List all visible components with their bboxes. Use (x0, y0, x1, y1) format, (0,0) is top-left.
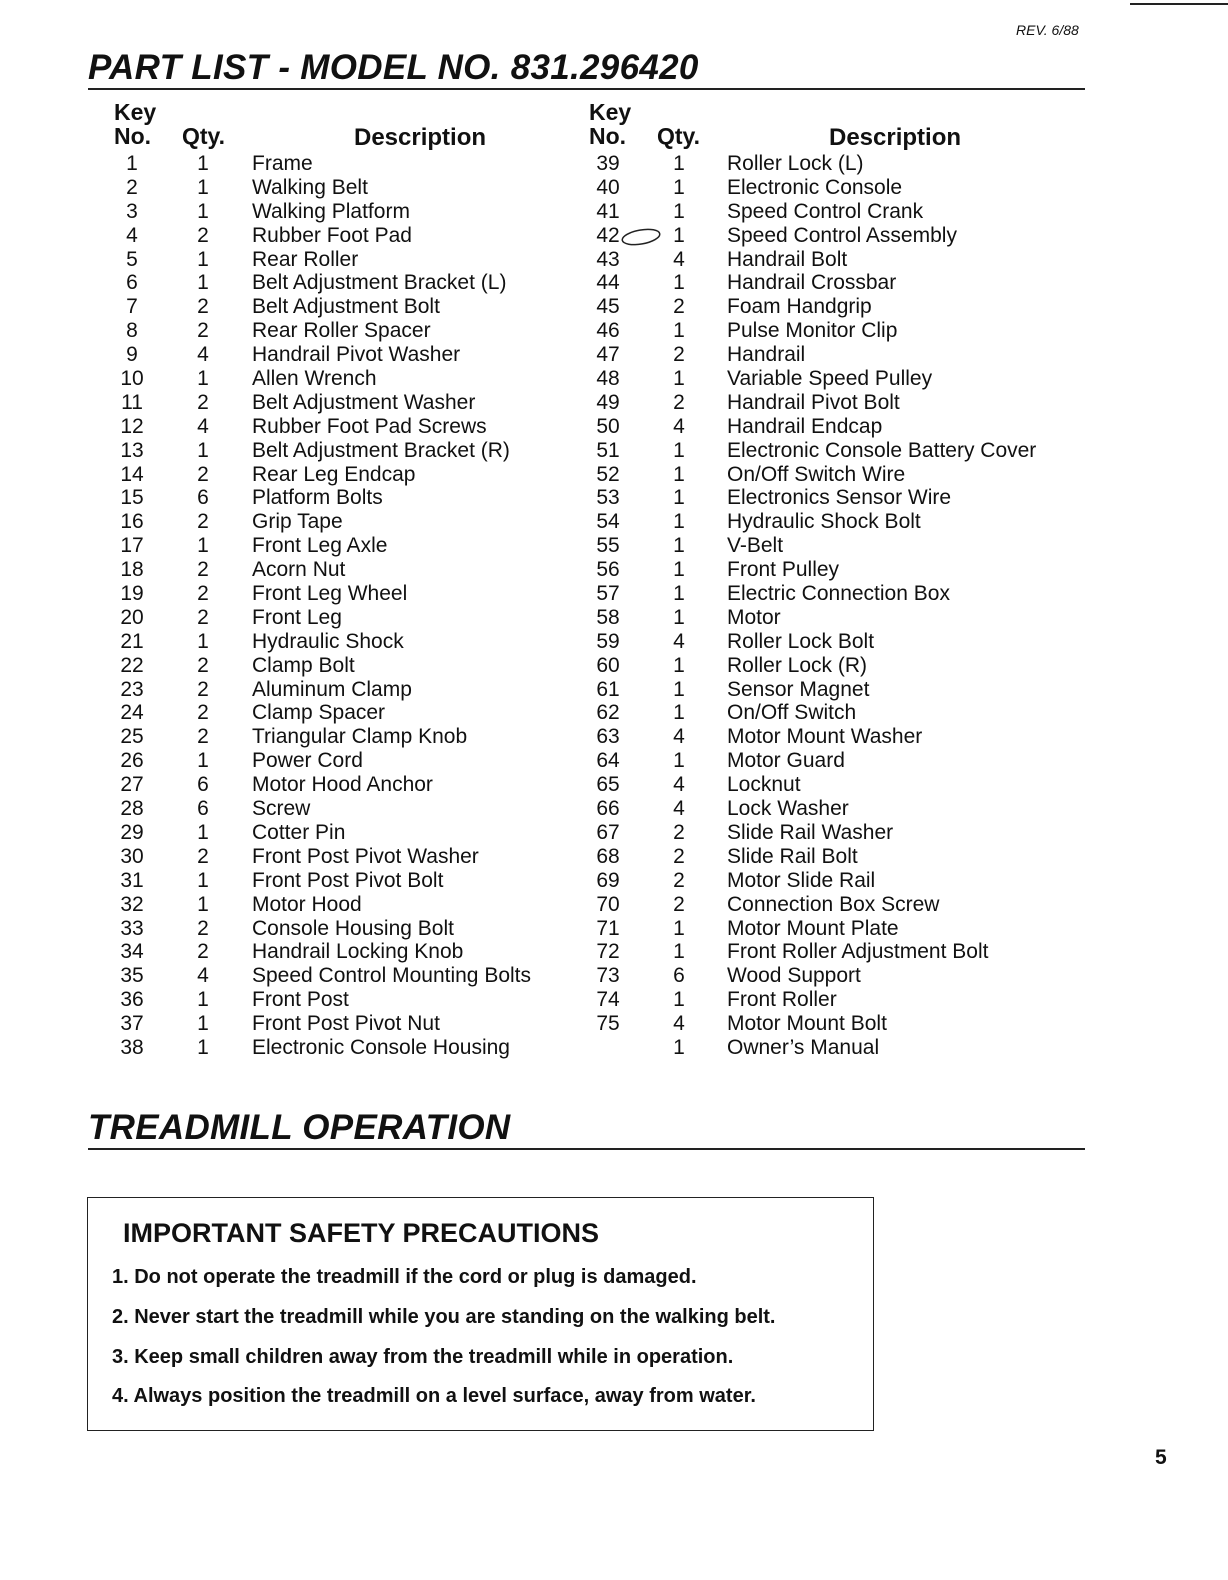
part-quantity: 1 (673, 701, 685, 725)
part-quantity: 2 (197, 582, 209, 606)
part-key-number: 75 (596, 1012, 620, 1036)
part-description: Roller Lock (R) (727, 653, 868, 677)
part-quantity: 1 (197, 892, 209, 916)
part-description: Motor Hood Anchor (252, 773, 433, 797)
part-quantity: 1 (673, 582, 685, 606)
part-description: Foam Handgrip (727, 295, 872, 319)
part-key-number: 45 (596, 295, 620, 319)
part-description: Power Cord (252, 749, 363, 773)
part-quantity: 2 (673, 390, 685, 414)
part-quantity: 2 (197, 653, 209, 677)
left-key-header-line1: Key (114, 99, 157, 125)
part-key-number: 32 (120, 892, 144, 916)
part-key-number: 48 (596, 367, 620, 391)
safety-box-title: IMPORTANT SAFETY PRECAUTIONS (123, 1218, 600, 1248)
part-description: Belt Adjustment Washer (252, 390, 476, 414)
part-key-number: 20 (120, 605, 144, 629)
part-quantity: 1 (673, 1035, 685, 1059)
part-description: Handrail Endcap (727, 414, 883, 438)
part-description: Motor (727, 605, 781, 629)
part-quantity: 6 (197, 773, 209, 797)
part-quantity: 6 (197, 486, 209, 510)
part-key-number: 15 (120, 486, 144, 510)
part-quantity: 6 (673, 964, 685, 988)
part-key-number: 49 (596, 390, 620, 414)
part-key-number: 18 (120, 558, 144, 582)
part-key-number: 70 (596, 892, 620, 916)
part-quantity: 1 (197, 534, 209, 558)
safety-rule-1: 1. Do not operate the treadmill if the cord or plug is damaged. (112, 1266, 697, 1288)
part-description: Slide Rail Bolt (727, 844, 858, 868)
part-description: Handrail (727, 343, 806, 367)
part-quantity: 4 (673, 1012, 685, 1036)
part-key-number: 21 (120, 629, 144, 653)
part-description: Electric Connection Box (727, 582, 950, 606)
part-quantity: 2 (197, 295, 209, 319)
part-key-number: 14 (120, 462, 144, 486)
part-description: Variable Speed Pulley (727, 367, 933, 391)
part-quantity: 1 (197, 749, 209, 773)
part-description: Hydraulic Shock (252, 629, 404, 653)
part-description: Front Post (252, 988, 349, 1012)
parts-list-title-rule (88, 88, 1085, 90)
part-description: Rear Roller (252, 247, 359, 271)
part-description: Motor Guard (727, 749, 845, 773)
part-quantity: 1 (673, 988, 685, 1012)
part-quantity: 1 (673, 271, 685, 295)
part-description: Electronic Console Battery Cover (727, 438, 1037, 462)
part-description: Speed Control Assembly (727, 223, 957, 247)
part-quantity: 2 (673, 892, 685, 916)
part-key-number: 25 (120, 725, 144, 749)
part-key-number: 60 (596, 653, 620, 677)
part-quantity: 1 (673, 367, 685, 391)
part-key-number: 13 (120, 438, 144, 462)
part-description: On/Off Switch (727, 701, 857, 725)
part-description: Pulse Monitor Clip (727, 319, 898, 343)
part-key-number: 19 (120, 582, 144, 606)
part-description: Triangular Clamp Knob (252, 725, 468, 749)
part-description: On/Off Switch Wire (727, 462, 906, 486)
part-key-number: 26 (120, 749, 144, 773)
part-key-number: 17 (120, 534, 144, 558)
operation-title: TREADMILL OPERATION (88, 1108, 511, 1147)
part-key-number: 65 (596, 773, 620, 797)
part-quantity: 4 (673, 725, 685, 749)
part-quantity: 2 (197, 605, 209, 629)
safety-precautions-box (87, 1197, 874, 1431)
part-key-number: 73 (596, 964, 620, 988)
part-description: Acorn Nut (252, 558, 346, 582)
part-quantity: 2 (197, 390, 209, 414)
part-quantity: 1 (673, 486, 685, 510)
part-quantity: 1 (673, 677, 685, 701)
part-quantity: 1 (197, 438, 209, 462)
part-description: Screw (252, 797, 311, 821)
part-key-number: 42 (596, 223, 620, 247)
right-key-header-line1: Key (589, 99, 632, 125)
part-key-number: 27 (120, 773, 144, 797)
part-description: Roller Lock (L) (727, 152, 864, 175)
part-description: Locknut (727, 773, 801, 797)
part-description: Front Post Pivot Bolt (252, 868, 444, 892)
part-key-number: 67 (596, 820, 620, 844)
part-key-number: 11 (121, 390, 143, 414)
part-description: Cotter Pin (252, 820, 346, 844)
part-description: Slide Rail Washer (727, 820, 894, 844)
part-quantity: 4 (673, 414, 685, 438)
top-edge-rule (1130, 3, 1228, 5)
part-key-number: 3 (126, 199, 138, 223)
part-description: Handrail Bolt (727, 247, 848, 271)
safety-rule-4: 4. Always position the treadmill on a level surface, away from water. (112, 1385, 756, 1407)
part-key-number: 58 (596, 605, 620, 629)
part-description: Roller Lock Bolt (727, 629, 875, 653)
part-key-number: 8 (126, 319, 138, 343)
part-key-number: 33 (120, 916, 144, 940)
part-key-number: 16 (120, 510, 144, 534)
operation-title-rule (88, 1148, 1085, 1150)
part-key-number: 23 (120, 677, 144, 701)
part-quantity: 1 (197, 247, 209, 271)
part-key-number: 7 (126, 295, 138, 319)
part-quantity: 2 (673, 820, 685, 844)
part-description: Motor Mount Bolt (727, 1012, 887, 1036)
part-description: Electronic Console Housing (252, 1035, 510, 1059)
part-description: Connection Box Screw (727, 892, 940, 916)
part-quantity: 2 (197, 725, 209, 749)
part-description: Motor Mount Washer (727, 725, 923, 749)
part-key-number: 61 (596, 677, 620, 701)
part-description: Aluminum Clamp (252, 677, 412, 701)
part-key-number: 1 (126, 152, 138, 175)
part-quantity: 4 (197, 414, 209, 438)
part-key-number: 38 (120, 1035, 144, 1059)
part-quantity: 1 (197, 152, 209, 175)
part-description: Clamp Bolt (252, 653, 355, 677)
part-description: V-Belt (727, 534, 784, 558)
part-quantity: 1 (673, 223, 685, 247)
part-description: Belt Adjustment Bracket (L) (252, 271, 507, 295)
part-description: Rear Roller Spacer (252, 319, 431, 343)
part-description: Wood Support (727, 964, 861, 988)
part-quantity: 2 (197, 701, 209, 725)
part-key-number: 39 (596, 152, 620, 175)
part-description: Motor Mount Plate (727, 916, 899, 940)
left-description-header: Description (354, 124, 487, 151)
part-key-number: 52 (596, 462, 620, 486)
left-qty-header: Qty. (182, 123, 226, 149)
part-quantity: 2 (197, 940, 209, 964)
part-key-number: 55 (596, 534, 620, 558)
part-key-number: 46 (596, 319, 620, 343)
part-quantity: 2 (197, 510, 209, 534)
part-quantity: 1 (673, 558, 685, 582)
part-quantity: 1 (673, 175, 685, 199)
part-quantity: 1 (197, 367, 209, 391)
part-quantity: 1 (673, 438, 685, 462)
page-number: 5 (1155, 1446, 1167, 1469)
part-quantity: 2 (197, 558, 209, 582)
part-description: Front Post Pivot Washer (252, 844, 479, 868)
part-key-number: 31 (120, 868, 144, 892)
part-key-number: 9 (126, 343, 138, 367)
left-key-header-line2: No. (114, 123, 152, 149)
part-key-number: 29 (120, 820, 144, 844)
part-description: Rear Leg Endcap (252, 462, 416, 486)
part-description: Sensor Magnet (727, 677, 870, 701)
part-quantity: 4 (673, 629, 685, 653)
part-description: Frame (252, 152, 313, 175)
part-description: Motor Slide Rail (727, 868, 876, 892)
part-key-number: 43 (596, 247, 620, 271)
part-description: Walking Platform (252, 199, 410, 223)
part-key-number: 71 (596, 916, 620, 940)
part-key-number: 35 (120, 964, 144, 988)
part-key-number: 22 (120, 653, 144, 677)
part-quantity: 4 (673, 773, 685, 797)
part-description: Belt Adjustment Bracket (R) (252, 438, 510, 462)
part-quantity: 1 (197, 820, 209, 844)
part-quantity: 1 (673, 199, 685, 223)
part-key-number: 57 (596, 582, 620, 606)
part-description: Allen Wrench (252, 367, 377, 391)
part-quantity: 6 (197, 797, 209, 821)
right-qty-header: Qty. (657, 123, 701, 149)
part-quantity: 2 (197, 844, 209, 868)
part-quantity: 4 (197, 343, 209, 367)
part-key-number: 4 (126, 223, 138, 247)
part-quantity: 2 (673, 844, 685, 868)
part-quantity: 1 (673, 940, 685, 964)
part-key-number: 34 (120, 940, 144, 964)
part-key-number: 64 (596, 749, 620, 773)
part-description: Belt Adjustment Bolt (252, 295, 440, 319)
part-description: Grip Tape (252, 510, 343, 534)
right-key-header-line2: No. (589, 123, 627, 149)
part-description: Handrail Pivot Bolt (727, 390, 900, 414)
part-description: Front Post Pivot Nut (252, 1012, 440, 1036)
part-description: Clamp Spacer (252, 701, 386, 725)
part-description: Front Pulley (727, 558, 840, 582)
part-description: Rubber Foot Pad (252, 223, 412, 247)
part-description: Motor Hood (252, 892, 362, 916)
part-quantity: 2 (197, 223, 209, 247)
part-key-number: 40 (596, 175, 620, 199)
part-description: Front Leg (252, 605, 342, 629)
part-key-number: 12 (120, 414, 144, 438)
part-key-number: 36 (120, 988, 144, 1012)
part-key-number: 41 (596, 199, 620, 223)
part-description: Platform Bolts (252, 486, 383, 510)
part-quantity: 1 (673, 605, 685, 629)
part-description: Console Housing Bolt (252, 916, 454, 940)
part-key-number: 37 (120, 1012, 144, 1036)
safety-rule-3: 3. Keep small children away from the treadmill while in operation. (112, 1346, 734, 1368)
part-description: Lock Washer (727, 797, 849, 821)
part-key-number: 30 (120, 844, 144, 868)
part-quantity: 1 (673, 152, 685, 175)
part-key-number: 2 (126, 175, 138, 199)
part-quantity: 1 (673, 510, 685, 534)
part-description: Walking Belt (252, 175, 368, 199)
part-key-number: 66 (596, 797, 620, 821)
part-key-number: 54 (596, 510, 620, 534)
part-description: Rubber Foot Pad Screws (252, 414, 487, 438)
part-quantity: 1 (197, 199, 209, 223)
part-quantity: 2 (197, 677, 209, 701)
part-quantity: 4 (673, 247, 685, 271)
part-quantity: 1 (197, 271, 209, 295)
part-key-number: 59 (596, 629, 620, 653)
part-description: Handrail Locking Knob (252, 940, 464, 964)
part-quantity: 4 (197, 964, 209, 988)
part-description: Front Roller Adjustment Bolt (727, 940, 989, 964)
part-key-number: 53 (596, 486, 620, 510)
part-key-number: 44 (596, 271, 620, 295)
part-quantity: 2 (673, 295, 685, 319)
part-quantity: 2 (197, 319, 209, 343)
part-quantity: 2 (197, 916, 209, 940)
part-key-number: 69 (596, 868, 620, 892)
part-key-number: 56 (596, 558, 620, 582)
part-key-number: 68 (596, 844, 620, 868)
part-key-number: 10 (120, 367, 144, 391)
part-quantity: 1 (673, 319, 685, 343)
part-description: Electronic Console (727, 175, 903, 199)
part-quantity: 1 (197, 1012, 209, 1036)
part-description: Front Leg Wheel (252, 582, 408, 606)
part-quantity: 1 (197, 175, 209, 199)
part-key-number: 28 (120, 797, 144, 821)
part-key-number: 50 (596, 414, 620, 438)
part-key-number: 51 (596, 438, 620, 462)
part-key-number: 63 (596, 725, 620, 749)
part-description: Handrail Crossbar (727, 271, 897, 295)
revision-label: REV. 6/88 (1016, 22, 1079, 38)
part-description: Handrail Pivot Washer (252, 343, 461, 367)
part-quantity: 1 (197, 988, 209, 1012)
part-quantity: 1 (673, 916, 685, 940)
part-quantity: 2 (197, 462, 209, 486)
part-key-number: 5 (126, 247, 138, 271)
part-quantity: 1 (673, 534, 685, 558)
part-quantity: 1 (673, 749, 685, 773)
part-quantity: 1 (197, 629, 209, 653)
handwritten-oval-mark (619, 226, 663, 248)
part-quantity: 1 (197, 868, 209, 892)
part-key-number: 72 (596, 940, 620, 964)
part-quantity: 2 (673, 868, 685, 892)
parts-list-title: PART LIST - MODEL NO. 831.296420 (88, 48, 699, 87)
part-key-number: 6 (126, 271, 138, 295)
part-key-number: 62 (596, 701, 620, 725)
right-description-header: Description (829, 124, 962, 151)
part-description: Speed Control Crank (727, 199, 924, 223)
part-description: Front Roller (727, 988, 837, 1012)
safety-rule-2: 2. Never start the treadmill while you are standing on the walking belt. (112, 1306, 776, 1328)
part-key-number: 47 (596, 343, 620, 367)
part-key-number: 74 (596, 988, 620, 1012)
part-key-number: 24 (120, 701, 144, 725)
part-description: Electronics Sensor Wire (727, 486, 952, 510)
part-description: Speed Control Mounting Bolts (252, 964, 531, 988)
part-quantity: 2 (673, 343, 685, 367)
part-quantity: 1 (673, 462, 685, 486)
part-quantity: 1 (197, 1035, 209, 1059)
part-description: Front Leg Axle (252, 534, 388, 558)
part-quantity: 1 (673, 653, 685, 677)
part-description: Owner’s Manual (727, 1035, 880, 1059)
part-quantity: 4 (673, 797, 685, 821)
part-description: Hydraulic Shock Bolt (727, 510, 921, 534)
